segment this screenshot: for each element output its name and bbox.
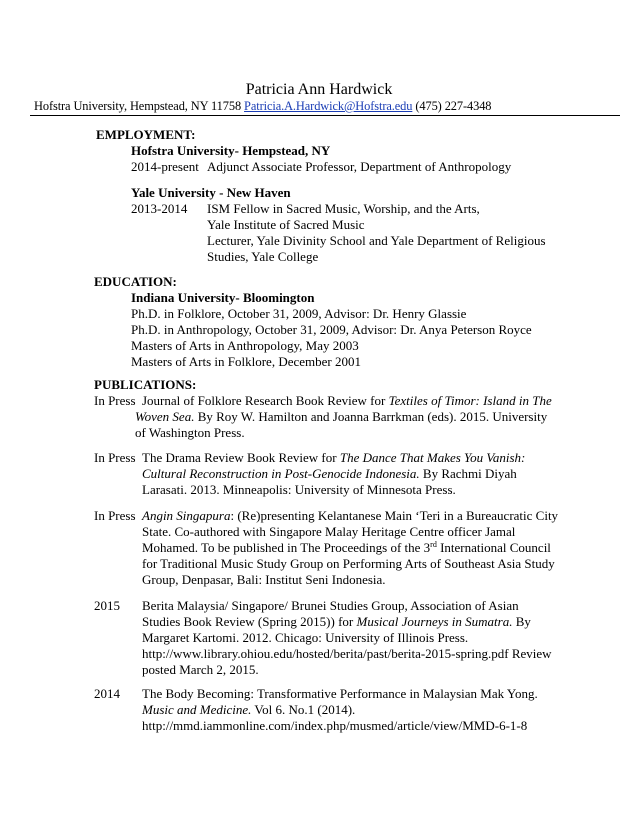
publication-line: The Drama Review Book Review for The Dance That Makes You Vanish:	[142, 450, 526, 465]
publication-date: In Press	[94, 393, 136, 408]
publication-line: Angin Singapura: (Re)presenting Kelantanese Main ‘Teri in a Bureaucratic City	[142, 508, 559, 523]
publication-line: of Washington Press.	[135, 425, 245, 440]
employment-hofstra: Hofstra University- Hempstead, NY	[131, 143, 331, 158]
resume-name: Patricia Ann Hardwick	[245, 81, 393, 98]
publication-line: Larasati. 2013. Minneapolis: University of Minnesota Press.	[142, 482, 456, 497]
publication-date: In Press	[94, 508, 136, 523]
email-link[interactable]: Patricia.A.Hardwick@Hofstra.edu	[244, 99, 413, 113]
education-heading: EDUCATION:	[94, 274, 177, 289]
publication-line: http://mmd.iammonline.com/index.php/musmed/article/view/MMD-6-1-8	[142, 718, 528, 733]
publication-line: http://www.library.ohiou.edu/hosted/berita/past/berita-2015-spring.pdf Review	[142, 646, 552, 661]
education-degree: Ph.D. in Anthropology, October 31, 2009, Advisor: Dr. Anya Peterson Royce	[131, 322, 532, 337]
employment-yale-date: 2013-2014	[131, 201, 188, 216]
publication-line: Woven Sea. By Roy W. Hamilton and Joanna Barrkman (eds). 2015. University	[135, 409, 548, 424]
publications-heading: PUBLICATIONS:	[94, 377, 197, 392]
employment-yale-line: ISM Fellow in Sacred Music, Worship, and the Arts,	[207, 201, 480, 216]
publication-date: 2014	[94, 686, 120, 701]
education-degree: Masters of Arts in Folklore, December 2001	[131, 354, 361, 369]
employment-heading: EMPLOYMENT:	[96, 127, 196, 142]
publication-line: Journal of Folklore Research Book Review for Textiles of Timor: Island in The	[142, 393, 552, 408]
publication-line: for Traditional Music Study Group on Performing Arts of Southeast Asia Study	[142, 556, 555, 571]
publication-line: Studies Book Review (Spring 2015)) for Musical Journeys in Sumatra. By	[142, 614, 531, 629]
header-divider	[30, 115, 620, 116]
phone: (475) 227-4348	[415, 99, 492, 113]
employment-hofstra-date: 2014-present	[131, 159, 199, 174]
address: Hofstra University, Hempstead, NY 11758	[34, 99, 242, 113]
publication-line: Mohamed. To be published in The Proceedings of the 3rd International Council	[142, 540, 551, 555]
employment-hofstra-title: Adjunct Associate Professor, Department of Anthropology	[207, 159, 512, 174]
publication-line: Berita Malaysia/ Singapore/ Brunei Studies Group, Association of Asian	[142, 598, 519, 613]
contact-line	[34, 98, 491, 114]
publication-line: Group, Denpasar, Bali: Institut Seni Indonesia.	[142, 572, 386, 587]
publication-line: The Body Becoming: Transformative Performance in Malaysian Mak Yong.	[142, 686, 538, 701]
publication-line: State. Co-authored with Singapore Malay Heritage Centre officer Jamal	[142, 524, 516, 539]
publication-line: Cultural Reconstruction in Post-Genocide Indonesia. By Rachmi Diyah	[142, 466, 517, 481]
education-degree: Ph.D. in Folklore, October 31, 2009, Advisor: Dr. Henry Glassie	[131, 306, 467, 321]
publication-line: Margaret Kartomi. 2012. Chicago: University of Illinois Press.	[142, 630, 469, 645]
employment-yale-line: Studies, Yale College	[207, 249, 319, 264]
education-institution: Indiana University- Bloomington	[131, 290, 315, 305]
education-degree: Masters of Arts in Anthropology, May 2003	[131, 338, 359, 353]
publication-line: Music and Medicine. Vol 6. No.1 (2014).	[142, 702, 356, 717]
publication-line: posted March 2, 2015.	[142, 662, 259, 677]
employment-yale-line: Lecturer, Yale Divinity School and Yale Department of Religious	[207, 233, 546, 248]
publication-date: In Press	[94, 450, 136, 465]
employment-yale-line: Yale Institute of Sacred Music	[207, 217, 365, 232]
employment-yale: Yale University - New Haven	[131, 185, 291, 200]
publication-date: 2015	[94, 598, 120, 613]
